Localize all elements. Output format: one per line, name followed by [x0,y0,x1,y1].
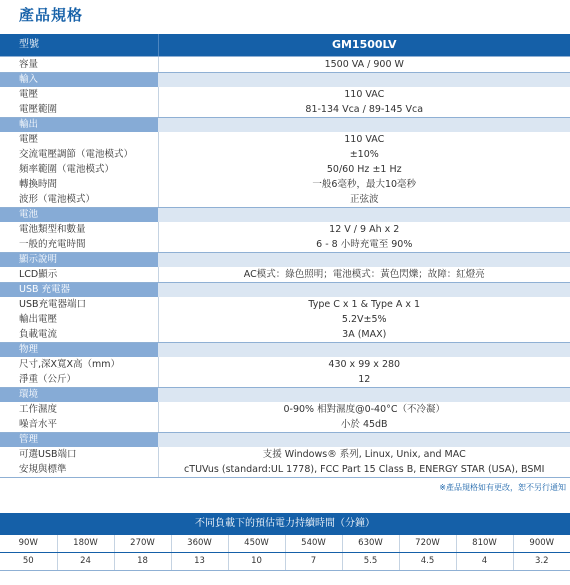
spec-row [0,462,570,478]
runtime-minutes: 13 [171,553,228,571]
spec-row [0,147,570,162]
load-header: 810W [456,535,513,553]
section-title: 電池 [0,208,158,223]
humidity-value: 0-90% 相對濕度@0-40°C（不冷凝） [158,402,570,417]
model-value: GM1500LV [158,34,570,57]
section-header-display [0,253,570,268]
battery-type-label: 電池類型和數量 [19,224,86,235]
spec-row [0,132,570,147]
runtime-minutes-row [0,553,570,571]
input-voltage-value: 110 VAC [158,87,570,102]
runtime-minutes: 50 [0,553,57,571]
disclaimer-note: ※產品規格如有更改，恕不另行通知 [439,483,566,492]
section-title: 環境 [0,388,158,403]
charge-time-value: 6 - 8 小時充電至 90% [158,237,570,253]
spec-row [0,372,570,388]
transfer-time-label: 轉換時間 [19,179,58,190]
noise-value: 小於 45dB [158,417,570,433]
weight-label: 淨重（公斤） [0,372,158,388]
runtime-minutes: 3.2 [513,553,570,571]
battery-type-value: 12 V / 9 Ah x 2 [158,222,570,237]
input-range-label: 電壓範圍 [0,102,158,118]
spec-row [0,417,570,433]
runtime-minutes: 5.5 [342,553,399,571]
spec-row [0,327,570,343]
compliance-value: cTUVus (standard:UL 1778), FCC Part 15 Class B, ENERGY STAR (USA), BSMI [158,462,570,478]
transfer-time-value: 一般6毫秒，最大10毫秒 [158,177,570,192]
output-v-label: 輸出電壓 [19,314,58,325]
section-title: USB 充電器 [0,283,158,298]
load-current-value: 3A (MAX) [158,327,570,343]
output-voltage-value: 110 VAC [158,132,570,147]
section-header-input [0,73,570,88]
load-header: 900W [513,535,570,553]
output-voltage-label: 電壓 [19,134,39,145]
dimensions-value: 430 x 99 x 280 [158,357,570,372]
section-header-environment [0,388,570,403]
spec-row [0,297,570,312]
model-label: 型號 [0,34,158,57]
capacity-label: 容量 [0,57,158,73]
section-title: 管理 [0,433,158,448]
runtime-load-row [0,535,570,553]
runtime-minutes: 10 [228,553,285,571]
runtime-minutes: 24 [57,553,114,571]
usb-optional-value: 支援 Windows® 系列, Linux, Unix, and MAC [158,447,570,462]
freq-range-label: 頻率範圍（電池模式） [19,164,115,175]
usb-port-value: Type C x 1 & Type A x 1 [158,297,570,312]
spec-row [0,192,570,208]
runtime-minutes: 4.5 [399,553,456,571]
usb-port-label: USB充電器端口 [19,299,87,310]
spec-row [0,102,570,118]
spec-row [0,447,570,462]
section-header-usb [0,283,570,298]
section-header-battery [0,208,570,223]
ac-regulation-value: ±10% [158,147,570,162]
humidity-label: 工作濕度 [19,404,58,415]
section-header-management [0,433,570,448]
ac-regulation-label: 交流電壓調節（電池模式） [19,149,134,160]
dimensions-label: 尺寸,深X寬X高（mm） [19,359,121,370]
page-title: 產品規格 [19,6,84,24]
input-range-value: 81-134 Vca / 89-145 Vca [158,102,570,118]
section-title: 輸入 [0,73,158,88]
model-row [0,34,570,57]
weight-value: 12 [158,372,570,388]
load-current-label: 負載電流 [0,327,158,343]
load-header: 90W [0,535,57,553]
spec-row [0,267,570,283]
lcd-value: AC模式：綠色照明；電池模式：黃色閃爍；故障：紅燈亮 [158,267,570,283]
runtime-minutes: 18 [114,553,171,571]
section-header-physical [0,343,570,358]
waveform-value: 正弦波 [158,192,570,208]
load-header: 630W [342,535,399,553]
spec-row [0,312,570,327]
section-title: 顯示說明 [0,253,158,268]
spec-row [0,57,570,73]
charge-time-label: 一般的充電時間 [0,237,158,253]
capacity-value: 1500 VA / 900 W [158,57,570,73]
lcd-label: LCD顯示 [0,267,158,283]
input-voltage-label: 電壓 [19,89,39,100]
spec-row [0,402,570,417]
spec-row [0,87,570,102]
usb-optional-label: 可選USB端口 [19,449,77,460]
freq-range-value: 50/60 Hz ±1 Hz [158,162,570,177]
runtime-minutes: 7 [285,553,342,571]
noise-label: 噪音水平 [0,417,158,433]
runtime-table-title: 不同負載下的預估電力持續時間（分鐘） [0,513,570,535]
spec-row [0,177,570,192]
section-title: 輸出 [0,118,158,133]
spec-row [0,357,570,372]
runtime-table [0,535,570,571]
load-header: 270W [114,535,171,553]
waveform-label: 波形（電池模式） [0,192,158,208]
load-header: 360W [171,535,228,553]
spec-table [0,34,570,478]
load-header: 720W [399,535,456,553]
output-v-value: 5.2V±5% [158,312,570,327]
load-header: 540W [285,535,342,553]
runtime-minutes: 4 [456,553,513,571]
section-title: 物理 [0,343,158,358]
spec-row [0,162,570,177]
load-header: 450W [228,535,285,553]
section-header-output [0,118,570,133]
spec-row [0,237,570,253]
load-header: 180W [57,535,114,553]
spec-row [0,222,570,237]
compliance-label: 安規與標準 [0,462,158,478]
